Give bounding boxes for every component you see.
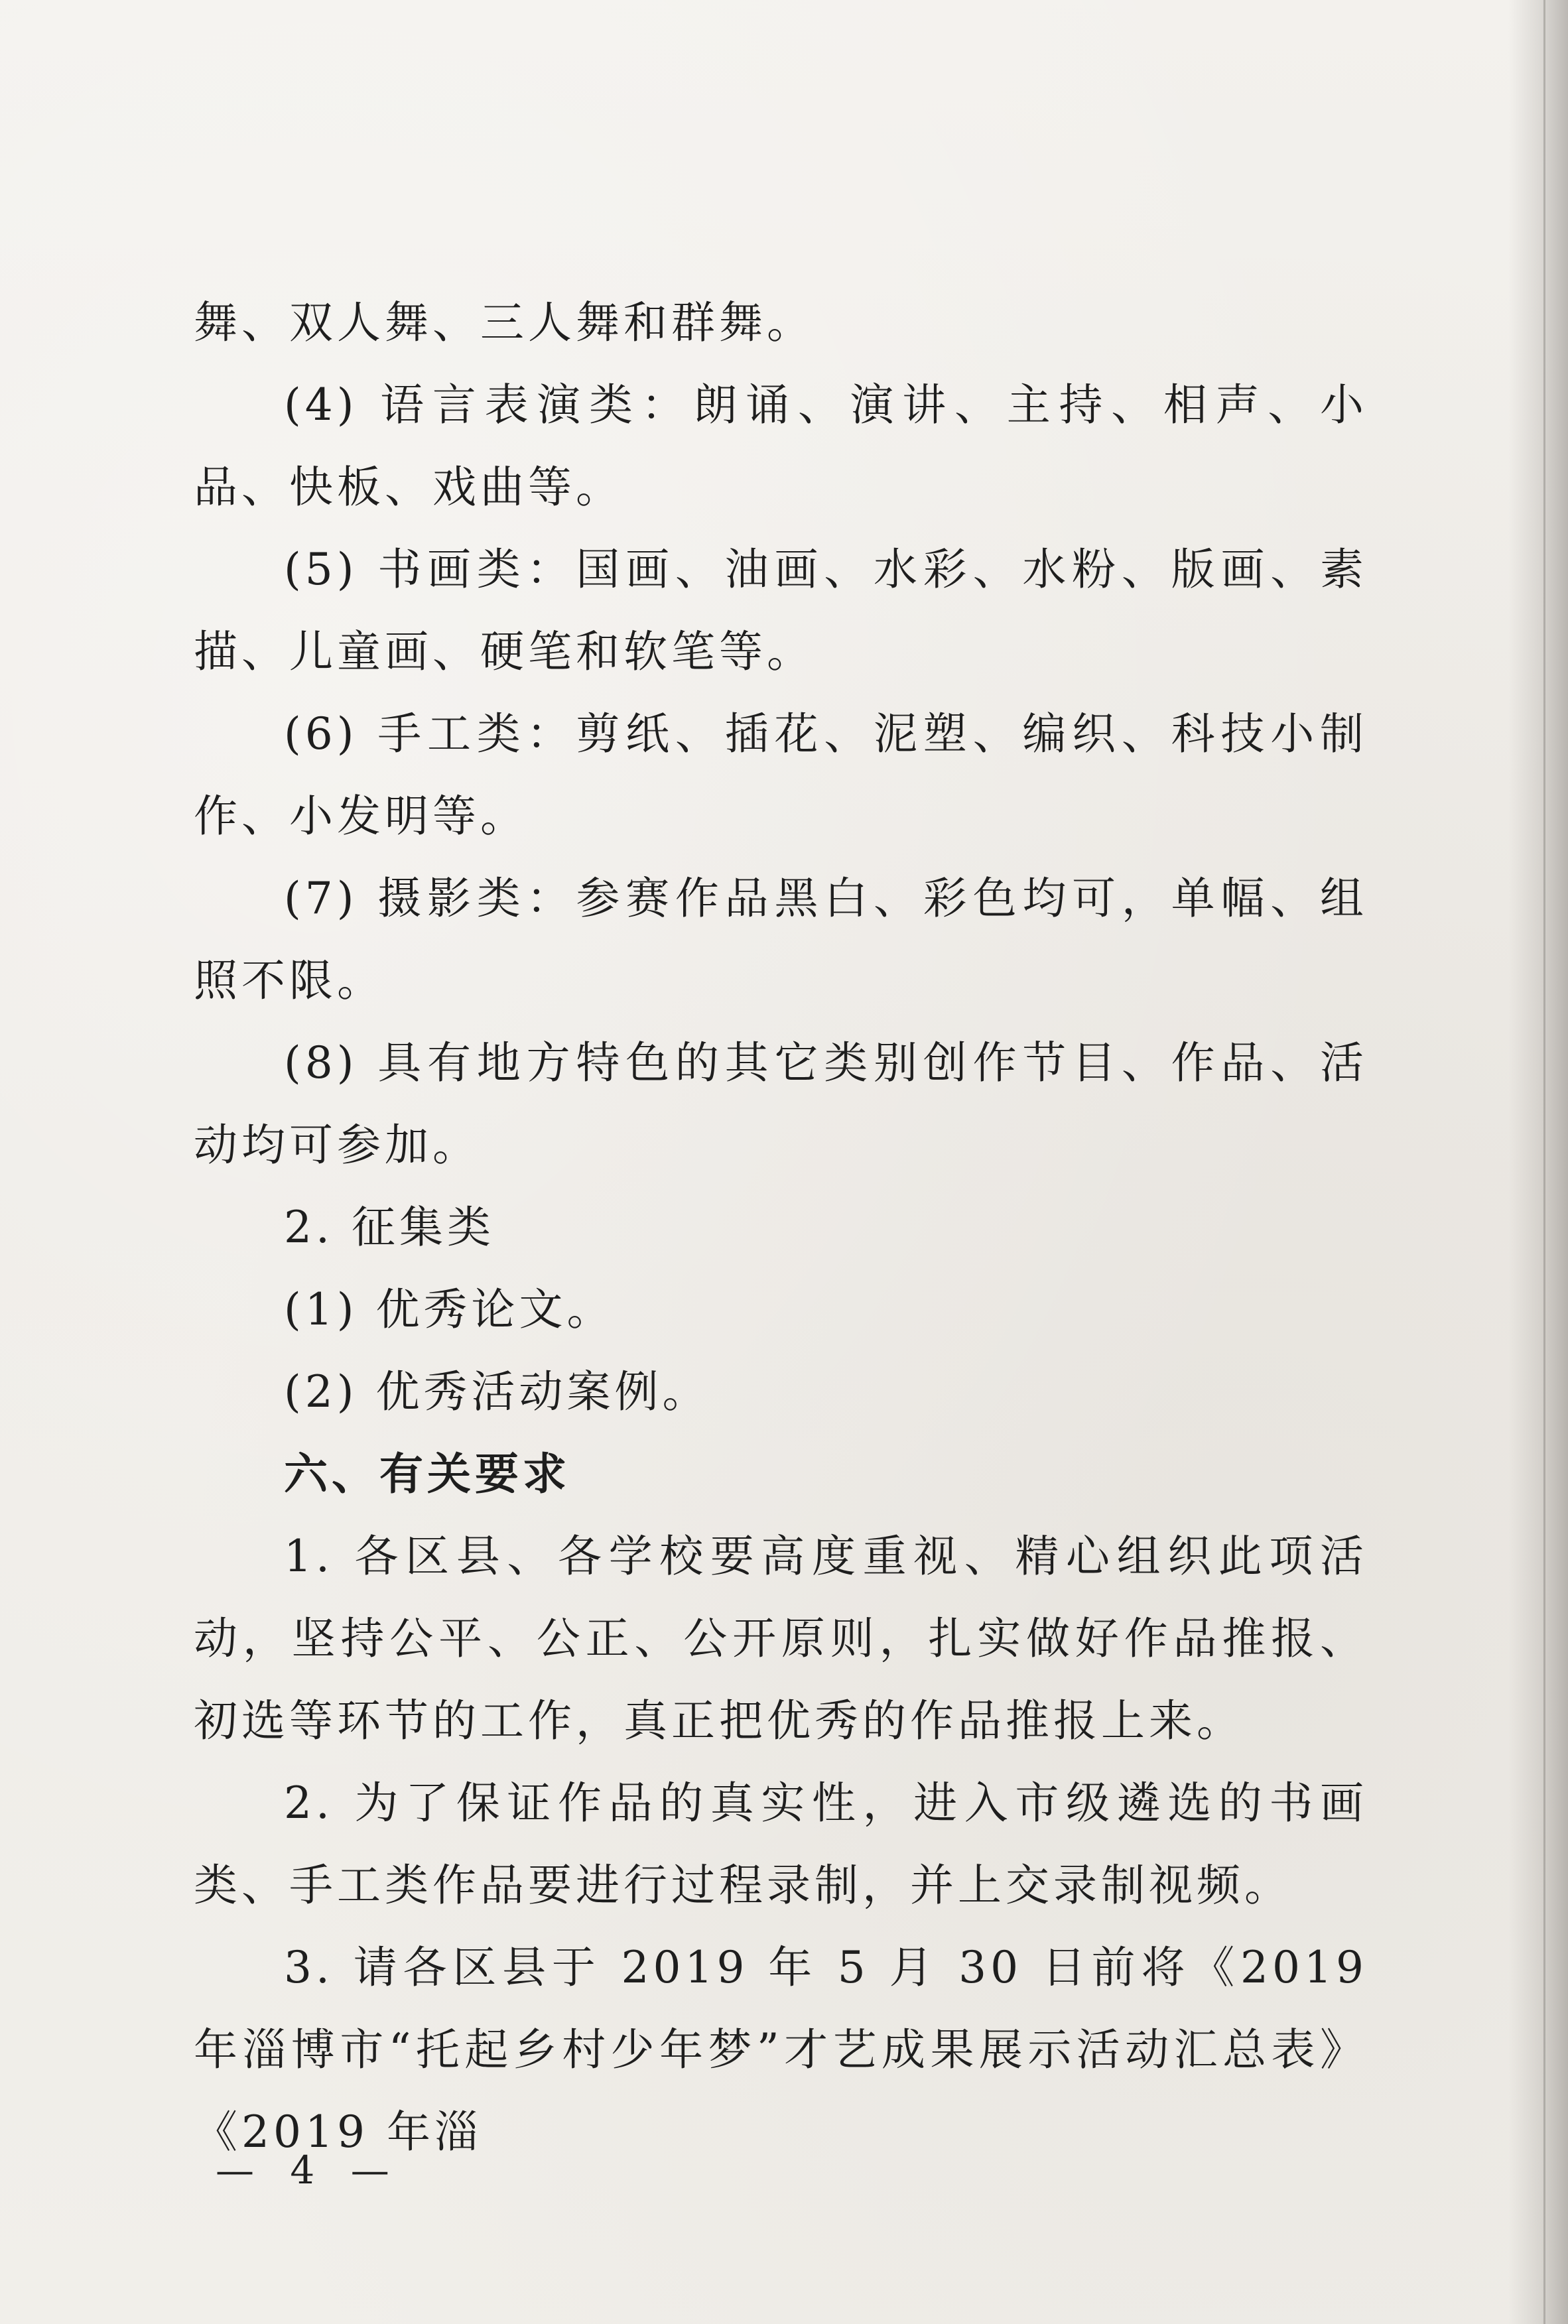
paragraph-dance-continued: 舞、双人舞、三人舞和群舞。	[194, 297, 815, 348]
paragraph-requirement-2: 2. 为了保证作品的真实性，进入市级遴选的书画类、手工类作品要进行过程录制，并上交录制视频。	[194, 1777, 1368, 1911]
binding-edge	[1543, 0, 1545, 2324]
paragraph-collect-2-cases: (2) 优秀活动案例。	[284, 1366, 710, 1417]
paragraph-section-2-collection: 2. 征集类	[284, 1202, 495, 1253]
paragraph-item-7-photography: (7) 摄影类：参赛作品黑白、彩色均可，单幅、组照不限。	[194, 873, 1368, 1006]
paragraph-collect-1-papers: (1) 优秀论文。	[284, 1284, 615, 1335]
paragraph-item-4-language: (4) 语言表演类：朗诵、演讲、主持、相声、小品、快板、戏曲等。	[194, 379, 1368, 513]
paragraph-item-6-handcraft: (6) 手工类：剪纸、插花、泥塑、编织、科技小制作、小发明等。	[194, 708, 1368, 842]
paragraph-requirement-1: 1. 各区县、各学校要高度重视、精心组织此项活动，坚持公平、公正、公开原则，扎实做好作品推报、初选等环节的工作，真正把优秀的作品推报上来。	[194, 1531, 1368, 1746]
binding-shadow	[1508, 0, 1568, 2324]
page-number: — 4 —	[216, 2148, 401, 2193]
paragraph-item-5-painting: (5) 书画类：国画、油画、水彩、水粉、版画、素描、儿童画、硬笔和软笔等。	[194, 544, 1368, 677]
document-body	[194, 282, 1368, 2173]
paragraph-requirement-3: 3. 请各区县于 2019 年 5 月 30 日前将《2019 年淄博市“托起乡村少年梦”才艺成果展示活动汇总表》《2019 年淄	[194, 1942, 1368, 2158]
section-heading-requirements: 六、有关要求	[284, 1449, 570, 1500]
paragraph-item-8-local: (8) 具有地方特色的其它类别创作节目、作品、活动均可参加。	[194, 1037, 1368, 1171]
